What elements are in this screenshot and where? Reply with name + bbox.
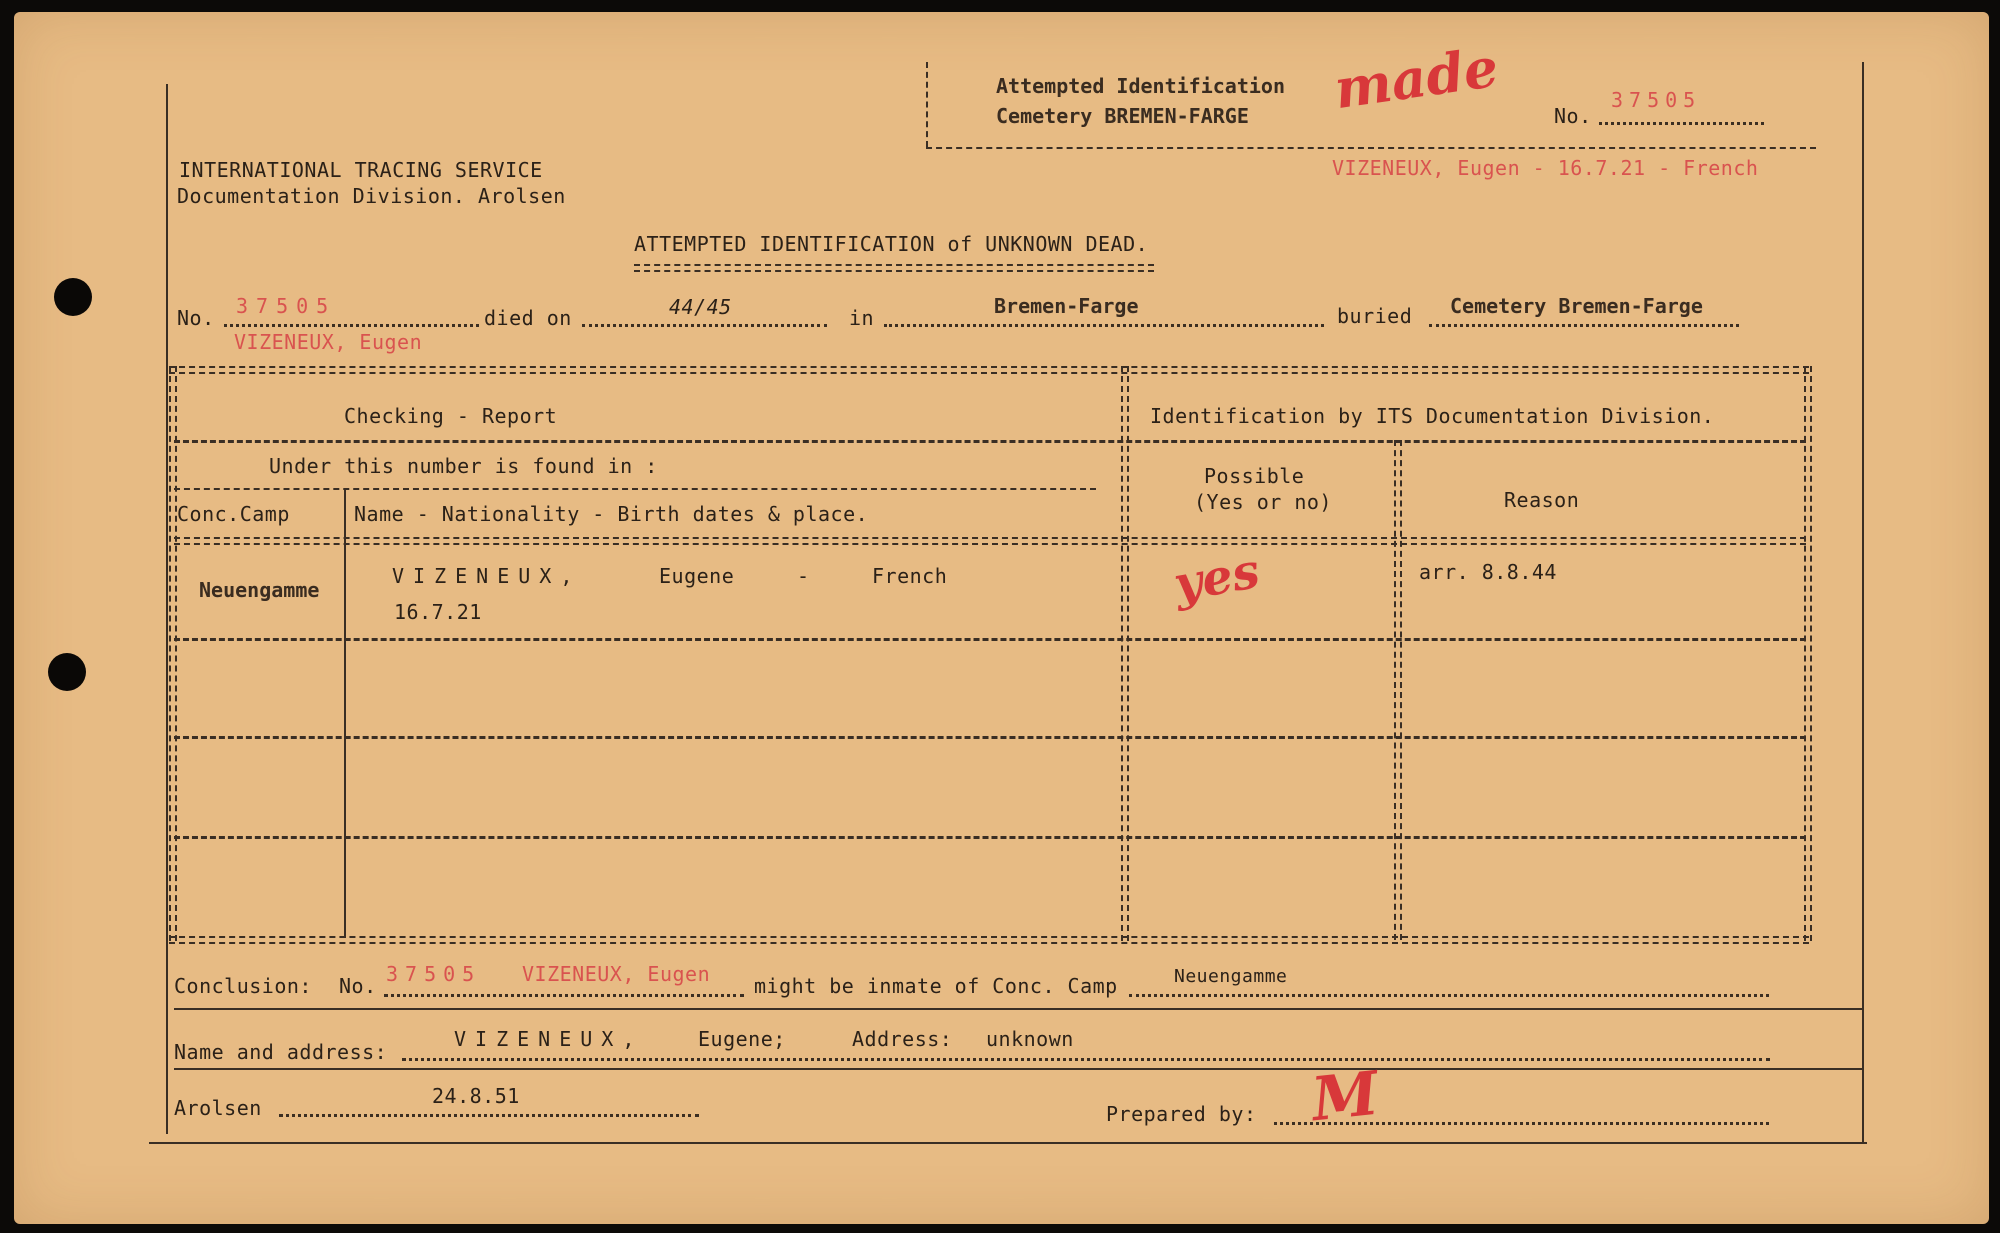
column-header-separator (174, 537, 1806, 545)
conclusion-text: might be inmate of Conc. Camp (754, 974, 1118, 998)
row-separator-1 (174, 638, 1806, 641)
record-no-label: No. (177, 306, 215, 330)
table-left-border (169, 366, 177, 941)
col-name-header: Name - Nationality - Birth dates & place. (354, 502, 869, 526)
address-label: Address: (852, 1027, 953, 1051)
buried-label: buried (1337, 304, 1413, 328)
conclusion-no-value: 37505 (386, 962, 482, 986)
frame-left-line (166, 84, 168, 1134)
index-card (14, 12, 1989, 1224)
handwritten-made: made (1330, 34, 1502, 122)
conclusion-rule (174, 1008, 1862, 1010)
conclusion-label: Conclusion: (174, 974, 312, 998)
row-separator-2 (174, 736, 1806, 739)
died-value: 44/45 (669, 295, 732, 319)
name-address-surname: VIZENEUX, (454, 1027, 644, 1051)
title-underline (634, 264, 1154, 272)
row-nationality: French (872, 564, 948, 588)
footer-date: 24.8.51 (432, 1084, 520, 1108)
record-no-dots (224, 324, 479, 327)
record-no-value: 37505 (236, 294, 337, 318)
row-reason: arr. 8.8.44 (1419, 560, 1557, 584)
row-birth: 16.7.21 (394, 600, 482, 624)
row-firstname: Eugene (659, 564, 735, 588)
punch-hole-bottom (48, 653, 86, 691)
stamp-box-bottom (926, 147, 1816, 149)
header-separator (174, 440, 1806, 443)
row-camp: Neuengamme (199, 578, 320, 602)
row-separator-3 (174, 836, 1806, 839)
stamp-box-left (926, 62, 928, 147)
footer-date-dots (279, 1114, 699, 1117)
identification-heading: Identification by ITS Documentation Division. (1150, 404, 1715, 428)
stamp-line-2: Cemetery BREMEN-FARGE (996, 104, 1249, 128)
stamp-line-1: Attempted Identification (996, 74, 1285, 98)
header-no-dots (1599, 122, 1764, 125)
col-camp-header: Conc.Camp (177, 502, 290, 526)
record-red-name: VIZENEUX, Eugen (234, 330, 423, 354)
conclusion-camp-dots (1129, 994, 1769, 997)
conclusion-red-name: VIZENEUX, Eugen (522, 962, 711, 986)
col-possible-header-1: Possible (1204, 464, 1305, 488)
conclusion-camp: Neuengamme (1174, 966, 1288, 987)
col-reason-header: Reason (1504, 488, 1580, 512)
in-dots (884, 324, 1324, 327)
conclusion-no-label: No. (339, 974, 377, 998)
red-reference: VIZENEUX, Eugen - 16.7.21 - French (1332, 156, 1759, 180)
died-dots (582, 324, 827, 327)
row-dash: - (797, 564, 810, 588)
table-right-border (1804, 366, 1812, 941)
header-no-value: 37505 (1611, 88, 1702, 112)
row-possible-yes: yes (1169, 543, 1264, 613)
form-title: ATTEMPTED IDENTIFICATION of UNKNOWN DEAD. (634, 232, 1149, 256)
org-line-2: Documentation Division. Arolsen (177, 184, 566, 208)
address-value: unknown (986, 1027, 1074, 1051)
died-label: died on (484, 306, 572, 330)
in-value: Bremen-Farge (994, 294, 1139, 318)
header-no-label: No. (1554, 104, 1592, 128)
col-possible-header-2: (Yes or no) (1194, 490, 1332, 514)
table-divider-main (1121, 366, 1129, 941)
table-divider-camp (344, 488, 346, 938)
conclusion-no-dots (384, 994, 744, 997)
prepared-by-initial: M (1308, 1058, 1382, 1136)
name-address-label: Name and address: (174, 1040, 388, 1064)
in-label: in (849, 306, 875, 330)
frame-bottom-line (149, 1142, 1867, 1144)
under-number-text: Under this number is found in : (269, 454, 658, 478)
name-address-dots (402, 1058, 1770, 1061)
buried-value: Cemetery Bremen-Farge (1450, 294, 1703, 318)
row-surname: VIZENEUX, (392, 564, 582, 588)
org-line-1: INTERNATIONAL TRACING SERVICE (179, 158, 543, 182)
table-bottom-border (169, 936, 1809, 944)
checking-report-heading: Checking - Report (344, 404, 558, 428)
footer-place: Arolsen (174, 1096, 262, 1120)
subheader-separator (174, 488, 1096, 490)
punch-hole-top (54, 278, 92, 316)
table-top-border (169, 366, 1809, 374)
name-address-firstname: Eugene; (698, 1027, 786, 1051)
prepared-by-label: Prepared by: (1106, 1102, 1257, 1126)
table-divider-reason (1394, 440, 1402, 940)
name-address-rule (174, 1068, 1862, 1070)
buried-dots (1429, 324, 1739, 327)
frame-right-line (1862, 62, 1864, 1142)
